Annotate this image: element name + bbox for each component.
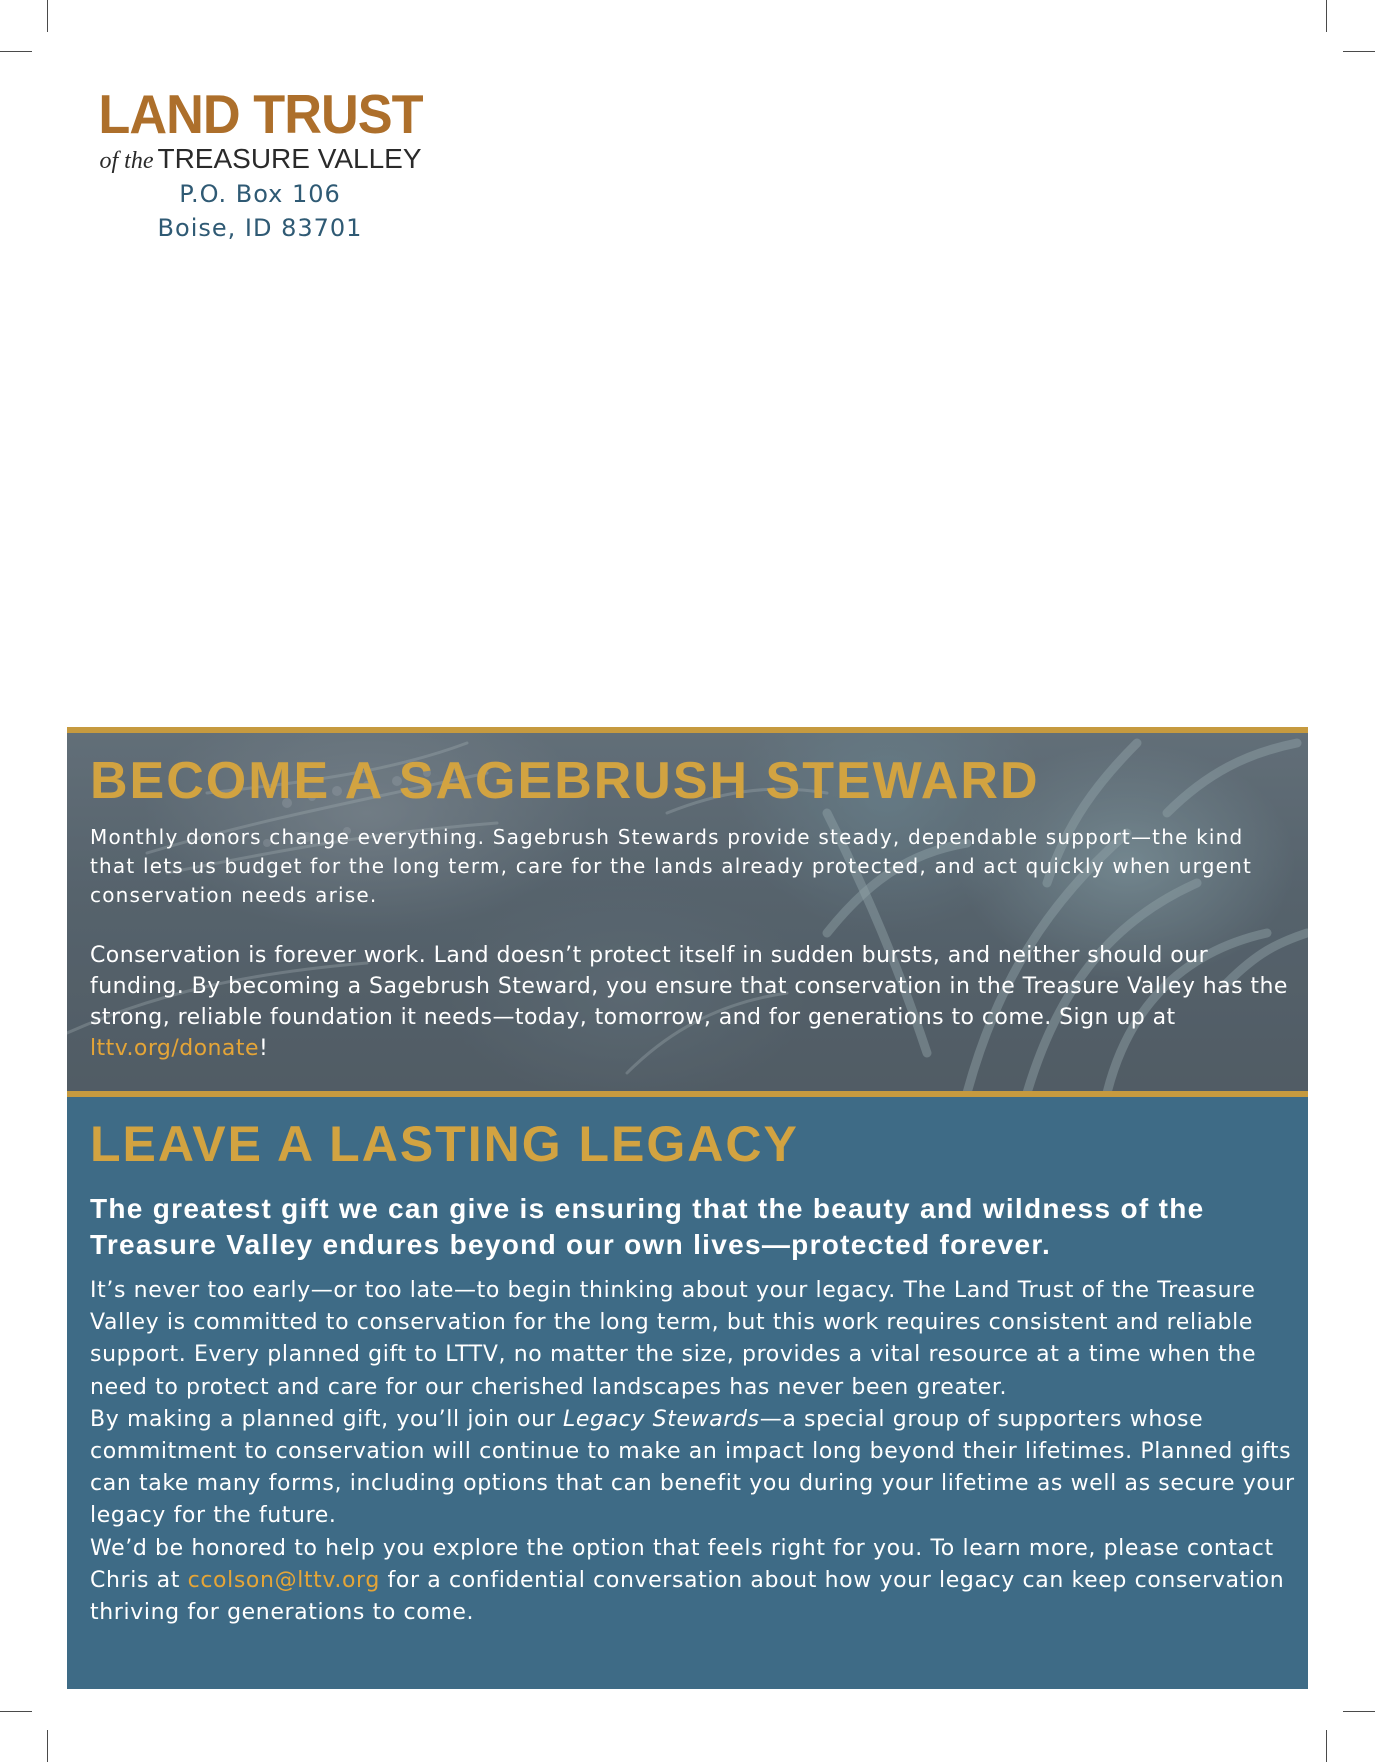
crop-mark-left-bottom (0, 1711, 32, 1712)
legacy-paragraph-2-start: By making a planned gift, you’ll join our (90, 1406, 563, 1432)
crop-mark-right-bottom (1343, 1711, 1375, 1712)
address-line-1: P.O. Box 106 (179, 180, 341, 208)
legacy-paragraph-2 (90, 1404, 1295, 1533)
legacy-heading: LEAVE A LASTING LEGACY (90, 1116, 799, 1172)
legacy-paragraph-3 (90, 1533, 1295, 1630)
address-line-2: Boise, ID 83701 (157, 214, 363, 242)
sagebrush-steward-panel (67, 727, 1308, 1097)
sagebrush-heading: BECOME A SAGEBRUSH STEWARD (90, 752, 1040, 810)
crop-mark-right-top (1343, 51, 1375, 52)
crop-mark-bottom-left (47, 1730, 48, 1762)
logo-of-the: of the (99, 148, 154, 174)
legacy-content (90, 1115, 1295, 1629)
sagebrush-paragraph-1: Monthly donors change everything. Sagebrush Stewards provide steady, dependable support—the kind that lets us budget for the long term, care for the lands already protected, and act quickly when urgent conservation needs arise. (90, 825, 1253, 907)
crop-mark-bottom-right (1326, 1730, 1327, 1762)
sagebrush-paragraph-2-end: ! (258, 1036, 269, 1061)
sagebrush-content (90, 751, 1290, 1064)
lasting-legacy-panel (67, 1097, 1308, 1689)
crop-mark-top-right (1326, 0, 1327, 32)
legacy-lead: The greatest gift we can give is ensuring that the beauty and wildness of the Treasure Valley endures beyond our own lives—protected forever. (90, 1193, 1205, 1260)
legacy-paragraph-3-end: for a confidential conversation about how your legacy can keep conservation thriving for generations to come. (90, 1567, 1285, 1626)
legacy-stewards-term: Legacy Stewards (562, 1406, 760, 1432)
return-address (140, 177, 380, 245)
crop-mark-left-top (0, 51, 32, 52)
legacy-paragraph-2-end: —a special group of supporters whose commitment to conservation will continue to make an impact long beyond their lifetimes. Planned gifts can take many forms, including options that can benefit you during your lifetime as well as secure your legacy for the future. (90, 1406, 1295, 1529)
legacy-paragraph-3-start: We’d be honored to help you explore the option that feels right for you. To learn more, please contact Chris at (90, 1535, 1274, 1593)
donate-link[interactable]: lttv.org/donate (90, 1036, 259, 1061)
logo-title: LAND TRUST (98, 83, 423, 145)
logo-treasure-valley: TREASURE VALLEY (157, 143, 422, 174)
legacy-paragraph-1: It’s never too early—or too late—to begin thinking about your legacy. The Land Trust of the Treasure Valley is committed to conservation for the long term, but this work requires consistent and reliable support. Every planned gift to LTTV, no matter the size, provides a vital resource at a time when the need to protect and care for our cherished landscapes has never been greater. (90, 1278, 1257, 1400)
sagebrush-paragraph-2 (90, 940, 1290, 1064)
logo-subtitle (88, 142, 433, 178)
land-trust-logo (88, 83, 433, 178)
sagebrush-paragraph-2-text: Conservation is forever work. Land doesn’t protect itself in sudden bursts, and neither should our funding. By becoming a Sagebrush Steward, you ensure that conservation in the Treasure Valley has the strong, reliable foundation it needs—today, tomorrow, and for generations to come. Sign up at (90, 943, 1288, 1030)
contact-email-link[interactable]: ccolson@lttv.org (187, 1567, 380, 1593)
crop-mark-top-left (47, 0, 48, 32)
